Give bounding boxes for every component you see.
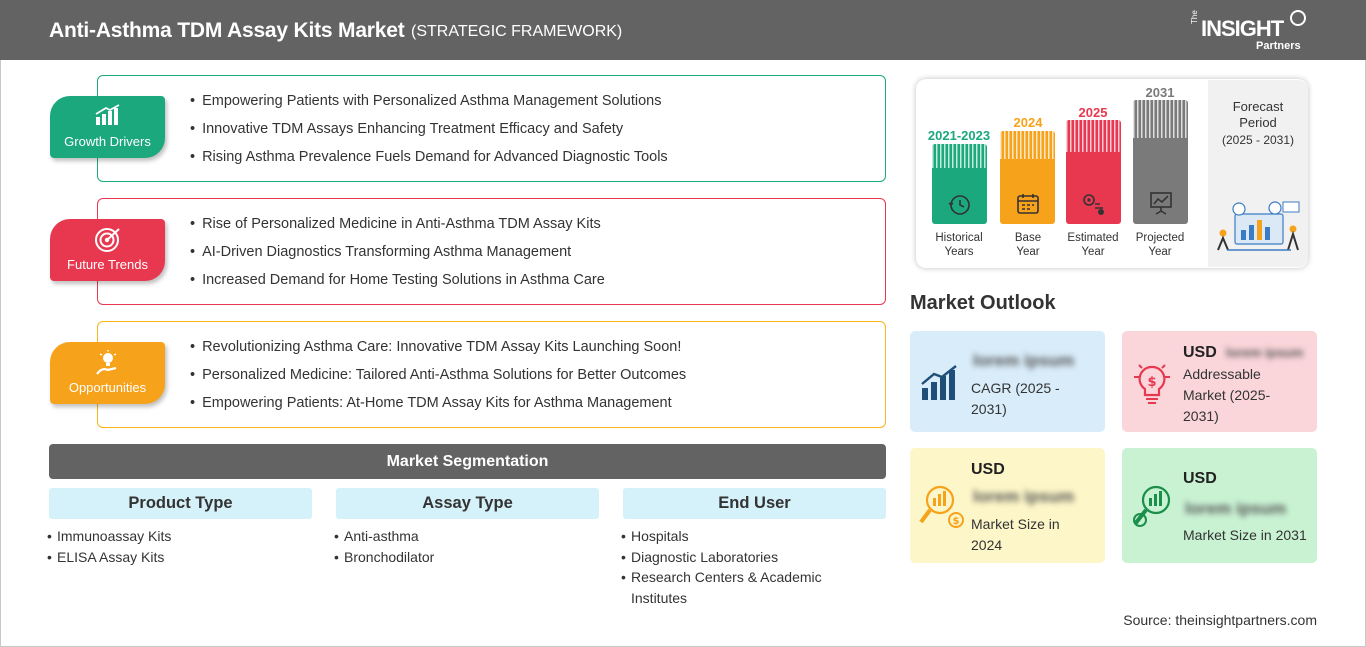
cagr-value: lorem ipsum <box>973 351 1075 370</box>
stage-label-line1: Base <box>1014 232 1042 244</box>
seg-header-product-type: Product Type <box>49 488 312 519</box>
money-bulb-icon <box>1130 359 1174 405</box>
addressable-market-card <box>1122 331 1317 432</box>
stage-label-line1: Estimated <box>1067 232 1119 244</box>
list-item: • Innovative TDM Assays Enhancing Treatment Efficacy and Safety <box>190 120 668 148</box>
list-item: • Rise of Personalized Medicine in Anti-Asthma TDM Assay Kits <box>190 215 605 243</box>
stage-year: 2025 <box>1078 105 1108 120</box>
lightbulb-hand-icon <box>94 350 122 376</box>
analytics-people-icon <box>1213 200 1303 255</box>
estimated-year-bar <box>1066 120 1121 224</box>
cagr-label: CAGR (2025 - 2031) <box>971 380 1060 417</box>
future-trends-list <box>190 215 605 299</box>
seg-list-product-type <box>47 526 171 567</box>
stage-label-line2: Year <box>1148 246 1172 258</box>
svg-text:$: $ <box>1147 375 1157 390</box>
list-item: • Research Centers & Academic Institutes <box>621 567 861 608</box>
opportunities-list <box>190 338 686 422</box>
market-2024-label: Market Size in 2024 <box>971 516 1060 553</box>
future-trends-badge <box>50 219 165 281</box>
list-item: • Hospitals <box>621 526 861 547</box>
cagr-bar-chart-icon <box>920 364 960 402</box>
page-subtitle: (STRATEGIC FRAMEWORK) <box>411 23 623 40</box>
estimate-gears-icon <box>1081 190 1107 216</box>
growth-drivers-badge <box>50 96 165 158</box>
page-title: Anti-Asthma TDM Assay Kits Market <box>49 19 405 42</box>
growth-drivers-list <box>190 92 668 176</box>
seg-header-assay-type: Assay Type <box>336 488 599 519</box>
seg-list-end-user <box>621 526 861 608</box>
stage-year: 2031 <box>1145 85 1175 100</box>
list-item: • Increased Demand for Home Testing Solutions in Asthma Care <box>190 271 605 299</box>
market-2031-usd: USD <box>1183 470 1217 487</box>
list-item: • Empowering Patients with Personalized Asthma Management Solutions <box>190 92 668 120</box>
history-clock-icon <box>947 192 973 218</box>
list-item: • Personalized Medicine: Tailored Anti-Asthma Solutions for Better Outcomes <box>190 366 686 394</box>
opportunities-box <box>97 321 886 428</box>
list-item: • ELISA Assay Kits <box>47 547 171 568</box>
list-item: • Rising Asthma Prevalence Fuels Demand for Advanced Diagnostic Tools <box>190 148 668 176</box>
badge-label: Future Trends <box>67 257 148 272</box>
stage-label-line2: Year <box>1016 246 1040 258</box>
seg-header-end-user: End User <box>623 488 886 519</box>
bar-chart-growth-icon <box>94 104 122 126</box>
market-2024-usd: USD <box>971 461 1005 478</box>
list-item: • Revolutionizing Asthma Care: Innovative TDM Assay Kits Launching Soon! <box>190 338 686 366</box>
market-2024-value: lorem ipsum <box>973 487 1075 506</box>
future-trends-box <box>97 198 886 305</box>
cagr-card <box>910 331 1105 432</box>
historical-years-bar <box>932 144 987 224</box>
list-item: • Anti-asthma <box>334 526 434 547</box>
source-link[interactable]: Source: theinsightpartners.com <box>1123 612 1317 628</box>
market-segmentation-title: Market Segmentation <box>49 444 886 479</box>
stage-label-line1: Projected <box>1135 232 1185 244</box>
market-size-2031-icon <box>1130 484 1176 530</box>
forecast-period-panel <box>1208 80 1308 267</box>
forecast-title-line1: Forecast <box>1232 99 1284 114</box>
projected-year-bar <box>1133 100 1188 224</box>
market-size-2024-icon <box>918 484 964 530</box>
base-year-bar <box>1000 131 1055 224</box>
addressable-value: lorem ipsum <box>1226 345 1304 360</box>
market-outlook-title: Market Outlook <box>910 292 1056 314</box>
svg-text:$: $ <box>952 516 960 527</box>
market-2031-value: lorem ipsum <box>1185 499 1287 518</box>
market-size-2024-card <box>910 448 1105 563</box>
list-item: • AI-Driven Diagnostics Transforming Asthma Management <box>190 243 605 271</box>
insight-partners-logo[interactable]: The INSIGHT Partners <box>1190 10 1310 54</box>
list-item: • Bronchodilator <box>334 547 434 568</box>
forecast-range: (2025 - 2031) <box>1221 133 1295 147</box>
market-size-2031-card <box>1122 448 1317 563</box>
list-item: • Empowering Patients: At-Home TDM Assay Kits for Asthma Management <box>190 394 686 422</box>
stage-year: 2024 <box>1013 115 1043 130</box>
calendar-icon <box>1015 191 1041 217</box>
seg-list-assay-type <box>334 526 434 567</box>
badge-label: Growth Drivers <box>64 134 151 149</box>
stage-label-line2: Years <box>944 246 974 258</box>
addressable-label: Addressable Market (2025-2031) <box>1183 366 1271 424</box>
addressable-usd: USD <box>1183 344 1217 361</box>
target-icon <box>94 227 122 253</box>
projection-board-icon <box>1148 190 1174 216</box>
stage-label-line2: Year <box>1081 246 1105 258</box>
logo-ring-icon <box>1290 10 1306 26</box>
badge-label: Opportunities <box>68 380 147 395</box>
list-item: • Immunoassay Kits <box>47 526 171 547</box>
forecast-title-line2: Period <box>1239 115 1277 130</box>
opportunities-badge <box>50 342 165 404</box>
stage-year: 2021-2023 <box>927 128 991 143</box>
stage-label-line1: Historical <box>935 232 983 244</box>
growth-drivers-box <box>97 75 886 182</box>
list-item: • Diagnostic Laboratories <box>621 547 861 568</box>
market-2031-label: Market Size in 2031 <box>1183 527 1307 543</box>
header-bar <box>0 0 1366 60</box>
